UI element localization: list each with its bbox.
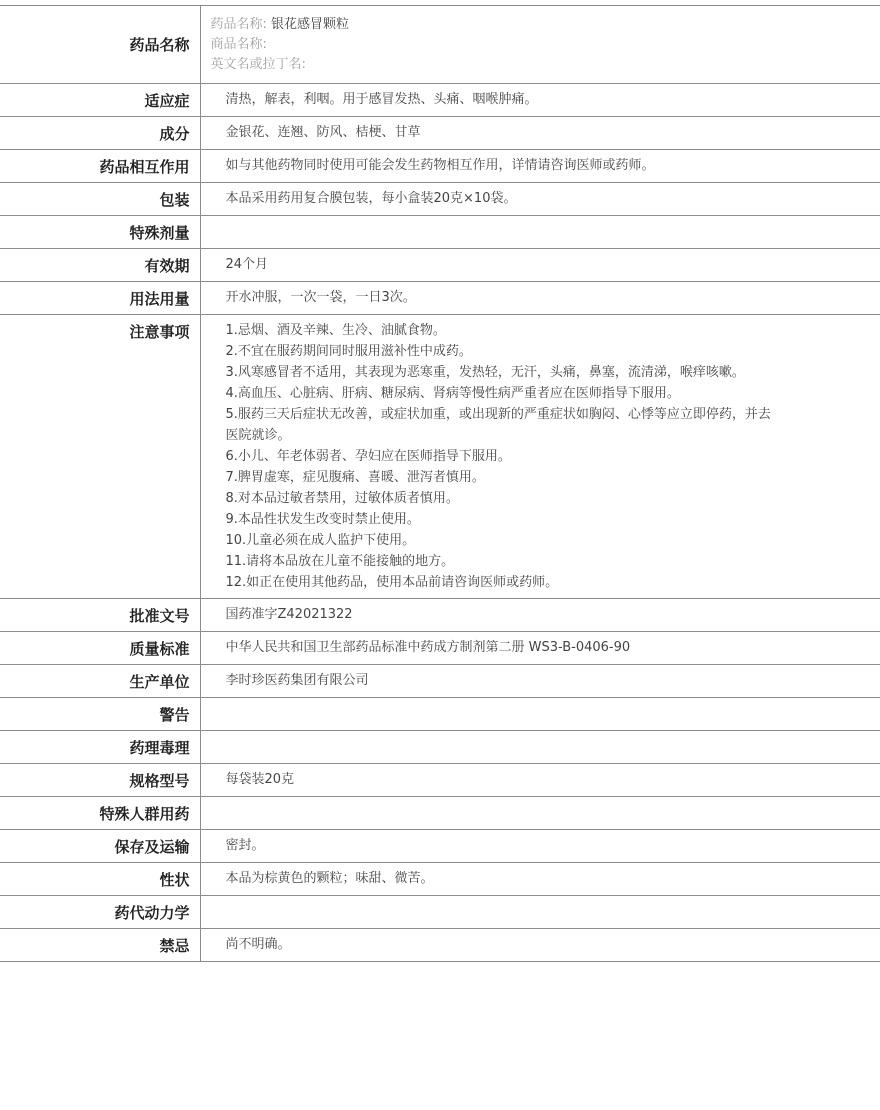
row-value: 国药准字Z42021322 <box>200 599 880 632</box>
row-label: 包装 <box>0 183 200 216</box>
trade-name-key: 商品名称: <box>210 36 267 52</box>
row-label: 禁忌 <box>0 929 200 962</box>
table-row-manufacturer <box>0 665 880 698</box>
table-row-interactions <box>0 150 880 183</box>
list-item: 4.高血压、心脏病、肝病、糖尿病、肾病等慢性病严重者应在医师指导下服用。 <box>225 386 680 401</box>
row-label: 注意事项 <box>0 315 200 599</box>
table-row-contraindications <box>0 929 880 962</box>
row-label: 特殊人群用药 <box>0 797 200 830</box>
generic-name-key: 药品名称: <box>210 16 267 32</box>
list-item: 12.如正在使用其他药品，使用本品前请咨询医师或药师。 <box>225 575 559 590</box>
row-value: 开水冲服，一次一袋，一日3次。 <box>200 282 880 315</box>
table-row-packaging <box>0 183 880 216</box>
generic-name-value: 银花感冒颗粒 <box>271 16 350 32</box>
row-value: 密封。 <box>200 830 880 863</box>
row-value: 金银花、连翘、防风、桔梗、甘草 <box>200 117 880 150</box>
list-item: 7.脾胃虚寒，症见腹痛、喜暖、泄泻者慎用。 <box>225 470 485 485</box>
row-value: 如与其他药物同时使用可能会发生药物相互作用，详情请咨询医师或药师。 <box>200 150 880 183</box>
row-label: 警告 <box>0 698 200 731</box>
table-row-ingredients <box>0 117 880 150</box>
table-row-quality-standard <box>0 632 880 665</box>
row-label: 药代动力学 <box>0 896 200 929</box>
list-item: 8.对本品过敏者禁用，过敏体质者慎用。 <box>225 491 459 506</box>
table-row-pharmacokinetics <box>0 896 880 929</box>
row-value: 本品采用药用复合膜包装，每小盒装20克×10袋。 <box>200 183 880 216</box>
table-row-drug-name <box>0 6 880 84</box>
row-label: 有效期 <box>0 249 200 282</box>
row-value: 本品为棕黄色的颗粒；味甜、微苦。 <box>200 863 880 896</box>
table-row-pharmacology <box>0 731 880 764</box>
row-value: 清热，解表，利咽。用于感冒发热、头痛、咽喉肿痛。 <box>200 84 880 117</box>
row-label: 规格型号 <box>0 764 200 797</box>
row-label: 用法用量 <box>0 282 200 315</box>
table-row-dosage <box>0 282 880 315</box>
row-label: 生产单位 <box>0 665 200 698</box>
list-item: 5.服药三天后症状无改善，或症状加重，或出现新的严重症状如胸闷、心悸等应立即停药，并去医院就诊。 <box>225 407 771 443</box>
table-row-special-dosage <box>0 216 880 249</box>
table-row-special-populations <box>0 797 880 830</box>
list-item: 9.本品性状发生改变时禁止使用。 <box>225 512 420 527</box>
precautions-list <box>226 320 781 593</box>
row-label: 质量标准 <box>0 632 200 665</box>
trade-name-line <box>211 35 880 55</box>
row-label: 药品名称 <box>0 6 200 84</box>
table-row-precautions <box>0 315 880 599</box>
row-value: 尚不明确。 <box>200 929 880 962</box>
drug-name-cell <box>200 6 880 84</box>
table-row-specification <box>0 764 880 797</box>
row-label: 特殊剂量 <box>0 216 200 249</box>
table-row-approval-number <box>0 599 880 632</box>
row-label: 批准文号 <box>0 599 200 632</box>
row-label: 保存及运输 <box>0 830 200 863</box>
table-row-indications <box>0 84 880 117</box>
list-item: 3.风寒感冒者不适用，其表现为恶寒重，发热轻，无汗，头痛，鼻塞，流清涕，喉痒咳嗽。 <box>225 365 745 380</box>
row-label: 成分 <box>0 117 200 150</box>
table-row-description <box>0 863 880 896</box>
english-name-line <box>211 55 880 75</box>
row-value: 中华人民共和国卫生部药品标准中药成方制剂第二册 WS3-B-0406-90 <box>200 632 880 665</box>
row-value: 李时珍医药集团有限公司 <box>200 665 880 698</box>
row-value <box>200 698 880 731</box>
row-label: 性状 <box>0 863 200 896</box>
generic-name-line <box>211 15 880 35</box>
list-item: 10.儿童必须在成人监护下使用。 <box>225 533 416 548</box>
table-row-warning <box>0 698 880 731</box>
list-item: 6.小儿、年老体弱者、孕妇应在医师指导下服用。 <box>225 449 511 464</box>
row-value <box>200 896 880 929</box>
row-value <box>200 216 880 249</box>
row-value: 24个月 <box>200 249 880 282</box>
english-name-key: 英文名或拉丁名: <box>210 56 306 72</box>
row-label: 药品相互作用 <box>0 150 200 183</box>
table-row-shelf-life <box>0 249 880 282</box>
row-value: 每袋装20克 <box>200 764 880 797</box>
row-label: 适应症 <box>0 84 200 117</box>
row-label: 药理毒理 <box>0 731 200 764</box>
row-value <box>200 797 880 830</box>
precautions-cell <box>200 315 880 599</box>
drug-info-table <box>0 5 880 962</box>
table-row-storage <box>0 830 880 863</box>
list-item: 1.忌烟、酒及辛辣、生冷、油腻食物。 <box>225 323 446 338</box>
list-item: 11.请将本品放在儿童不能接触的地方。 <box>225 554 455 569</box>
list-item: 2.不宜在服药期间同时服用滋补性中成药。 <box>225 344 472 359</box>
row-value <box>200 731 880 764</box>
